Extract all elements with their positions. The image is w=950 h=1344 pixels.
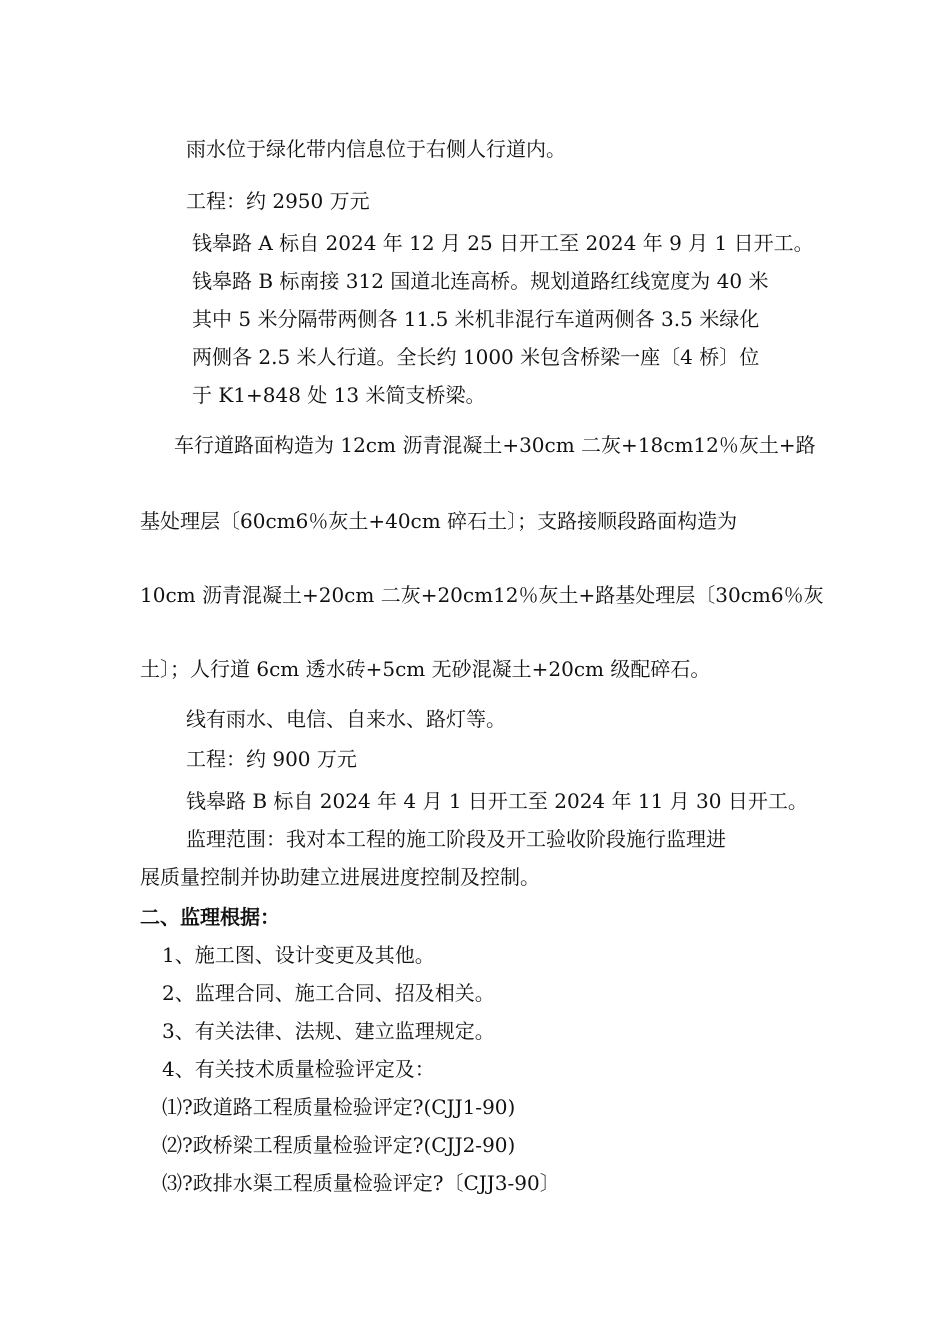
paragraph-line: 10cm 沥青混凝土+20cm 二灰+20cm12％灰土+路基处理层〔30cm6％灰: [140, 583, 824, 607]
standard-citation: ⑵?政桥梁工程质量检验评定?(CJJ2-90): [162, 1133, 516, 1157]
list-item: 1、施工图、设计变更及其他。: [162, 943, 435, 967]
paragraph-line: 土〕；人行道 6cm 透水砖+5cm 无砂混凝土+20cm 级配碎石。: [140, 657, 711, 681]
paragraph-line: 展质量控制并协助建立进展进度控制及控制。: [140, 865, 540, 889]
paragraph-line: 钱皋路 B 标南接 312 国道北连高桥。规划道路红线宽度为 40 米: [192, 269, 769, 293]
list-item: 2、监理合同、施工合同、招及相关。: [162, 981, 495, 1005]
paragraph-line: 钱皋路 A 标自 2024 年 12 月 25 日开工至 2024 年 9 月 1 日开工。: [192, 231, 814, 255]
standard-citation: ⑴?政道路工程质量检验评定?(CJJ1-90): [162, 1095, 516, 1119]
paragraph-line: 两侧各 2.5 米人行道。全长约 1000 米包含桥梁一座〔4 桥〕位: [192, 345, 760, 369]
standard-citation: ⑶?政排水渠工程质量检验评定?〔CJJ3-90〕: [162, 1171, 560, 1195]
paragraph-line: 钱皋路 B 标自 2024 年 4 月 1 日开工至 2024 年 11 月 30 日开工。: [186, 789, 808, 813]
paragraph-line: 雨水位于绿化带内信息位于右侧人行道内。: [186, 137, 566, 161]
list-item: 3、有关法律、法规、建立监理规定。: [162, 1019, 495, 1043]
paragraph-line: 监理范围：我对本工程的施工阶段及开工验收阶段施行监理进: [186, 827, 726, 851]
paragraph-line: 于 K1+848 处 13 米简支桥梁。: [192, 383, 486, 407]
paragraph-line: 基处理层〔60cm6％灰土+40cm 碎石土〕；支路接顺段路面构造为: [140, 509, 738, 533]
section-heading: 二、监理根据：: [140, 905, 280, 929]
paragraph-line: 工程：约 2950 万元: [186, 189, 370, 213]
paragraph-line: 车行道路面构造为 12cm 沥青混凝土+30cm 二灰+18cm12％灰土+路: [174, 433, 816, 457]
paragraph-line: 其中 5 米分隔带两侧各 11.5 米机非混行车道两侧各 3.5 米绿化: [192, 307, 760, 331]
paragraph-line: 工程：约 900 万元: [186, 747, 357, 771]
list-item: 4、有关技术质量检验评定及：: [162, 1057, 435, 1081]
paragraph-line: 线有雨水、电信、自来水、路灯等。: [186, 707, 506, 731]
